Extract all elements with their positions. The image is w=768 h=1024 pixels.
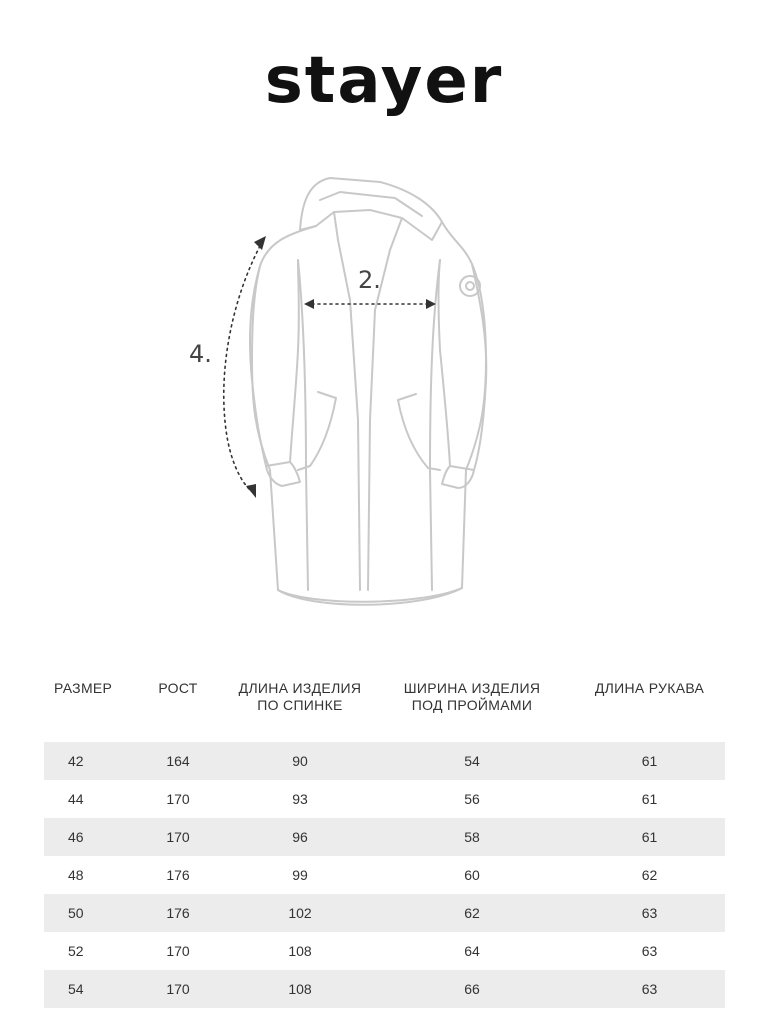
sleeve-marker-label: 4.: [189, 340, 212, 368]
coat-left-pocket: [298, 392, 336, 470]
cell-sleeve-length: 61: [574, 742, 725, 780]
cell-sleeve-length: 63: [641, 943, 658, 959]
cell-height: 176: [126, 894, 230, 932]
cell-size: 54: [44, 970, 126, 1008]
cell-back-length: 96: [230, 818, 370, 856]
cell-height: 170: [126, 818, 230, 856]
header-height: РОСТ: [158, 680, 198, 696]
cell-sleeve-length: 61: [574, 818, 725, 856]
stayer-logo: [194, 52, 574, 132]
cell-sleeve-length: 61: [641, 791, 658, 807]
cell-sleeve-length: 62: [641, 867, 658, 883]
logo-wordmark: stayer: [264, 52, 504, 118]
cell-back-length: 108: [288, 943, 312, 959]
cell-chest-width: 60: [464, 867, 480, 883]
coat-left-sleeve: [250, 260, 299, 466]
header-size: РАЗМЕР: [54, 680, 113, 696]
header-sleeve-length: ДЛИНА РУКАВА: [594, 680, 705, 696]
cell-size: 42: [44, 742, 126, 780]
table-row: [44, 742, 725, 780]
cell-chest-width: 54: [370, 742, 574, 780]
cell-sleeve-length: 63: [574, 970, 725, 1008]
cell-chest-width: 58: [370, 818, 574, 856]
sleeve-arrow: [224, 236, 266, 498]
cell-height: 176: [166, 867, 190, 883]
cell-back-length: 90: [230, 742, 370, 780]
table-row: [44, 894, 725, 932]
cell-back-length: 108: [230, 970, 370, 1008]
header-back-length: ДЛИНА ИЗДЕЛИЯ ПО СПИНКЕ: [238, 680, 362, 713]
cell-chest-width: 56: [464, 791, 480, 807]
coat-diagram: [170, 170, 510, 620]
table-row: [44, 780, 725, 818]
cell-sleeve-length: 63: [574, 894, 725, 932]
cell-chest-width: 62: [370, 894, 574, 932]
width-arrow: [304, 299, 436, 309]
coat-zipper: [350, 300, 375, 590]
cell-chest-width: 66: [370, 970, 574, 1008]
table-row: [44, 970, 725, 1008]
table-row: [44, 932, 725, 970]
table-row: [44, 856, 725, 894]
cell-height: 164: [126, 742, 230, 780]
cell-size: 44: [68, 791, 84, 807]
cell-size: 46: [44, 818, 126, 856]
width-marker-label: 2.: [358, 266, 381, 294]
size-table-header: [44, 680, 725, 742]
coat-collar: [334, 212, 402, 310]
header-chest-width: ШИРИНА ИЗДЕЛИЯ ПОД ПРОЙМАМИ: [403, 680, 541, 713]
coat-right-pocket: [398, 394, 440, 470]
cell-size: 52: [68, 943, 84, 959]
cell-back-length: 102: [230, 894, 370, 932]
cell-height: 170: [126, 970, 230, 1008]
cell-back-length: 93: [292, 791, 308, 807]
coat-hood: [300, 178, 442, 240]
cell-chest-width: 64: [464, 943, 480, 959]
cell-height: 170: [166, 791, 190, 807]
cell-height: 170: [166, 943, 190, 959]
cell-size: 50: [44, 894, 126, 932]
table-row: [44, 818, 725, 856]
size-table: [44, 680, 725, 1008]
brand-logo: [0, 52, 768, 132]
cell-back-length: 99: [292, 867, 308, 883]
cell-size: 48: [68, 867, 84, 883]
